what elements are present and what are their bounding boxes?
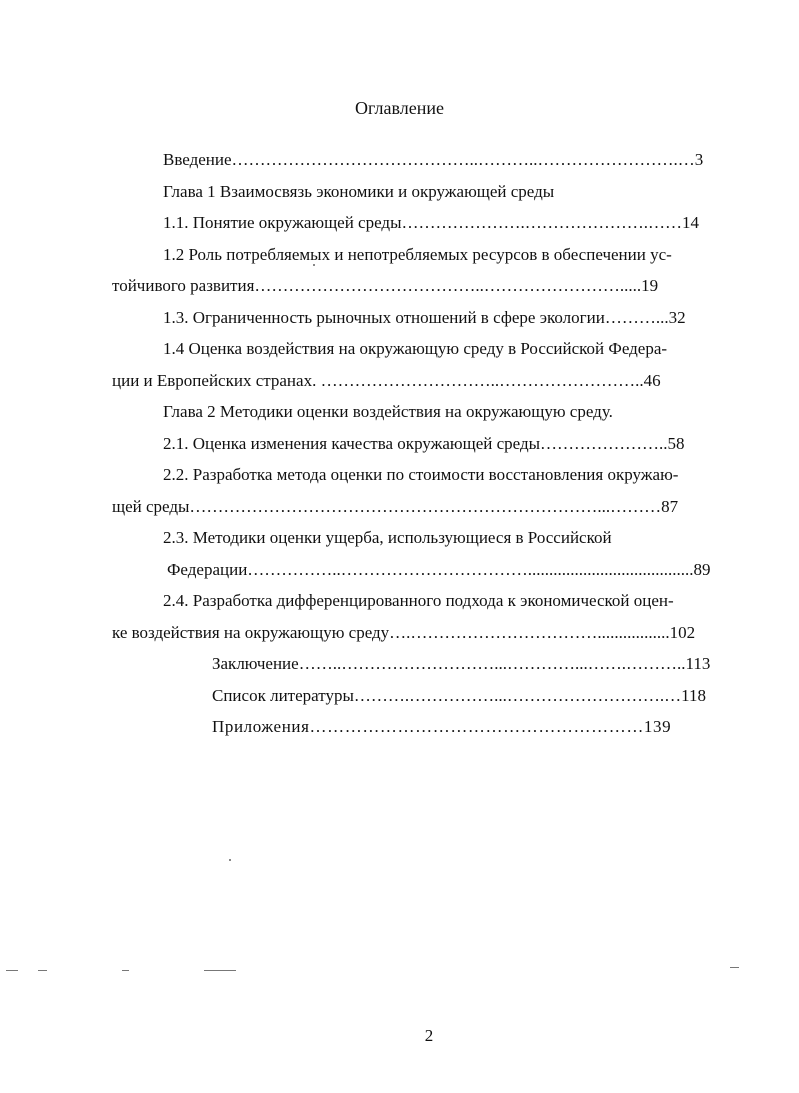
scan-artifact-line — [122, 970, 129, 971]
toc-entry-1-2-line-1: 1.2 Роль потребляемых и непотребляемых ресурсов в обеспечении ус- — [163, 245, 672, 264]
toc-entry-references: Список литературы……….……………...……………………….…118 — [212, 686, 706, 705]
scan-speck — [229, 859, 231, 861]
toc-entry-chapter-2: Глава 2 Методики оценки воздействия на окружающую среду. — [163, 402, 613, 421]
toc-entry-2-1: 2.1. Оценка изменения качества окружающей среды…………………..58 — [163, 434, 685, 453]
toc-entry-2-4-line-1: 2.4. Разработка дифференцированного подхода к экономической оцен- — [163, 591, 674, 610]
toc-entry-2-3-line-1: 2.3. Методики оценки ущерба, использующиеся в Российской — [163, 528, 612, 547]
toc-entry-2-2-line-2: щей среды………………………………………………………………...………87 — [112, 497, 679, 516]
toc-entry-2-3-line-2: Федерации……………..…………………………….......................................89 — [167, 560, 711, 579]
toc-entry-1-1: 1.1. Понятие окружающей среды………………….………………….……14 — [163, 213, 699, 232]
toc-entry-2-4-line-2: ке воздействия на окружающую среду….…………………………….................102 — [112, 623, 696, 642]
scan-speck — [313, 264, 315, 266]
toc-entry-intro: Введение……………………………………..………..…………………….…3 — [163, 150, 704, 169]
page-number: 2 — [424, 1026, 434, 1045]
toc-entry-appendices: Приложения…………………………………………………139 — [212, 717, 672, 736]
toc-entry-2-2-line-1: 2.2. Разработка метода оценки по стоимости восстановления окружаю- — [163, 465, 679, 484]
toc-title: Оглавление — [355, 98, 444, 118]
toc-entry-chapter-1: Глава 1 Взаимосвязь экономики и окружающей среды — [163, 182, 555, 201]
toc-entry-1-4-line-1: 1.4 Оценка воздействия на окружающую среду в Российской Федера- — [163, 339, 668, 358]
scan-artifact-line — [204, 970, 236, 971]
scan-artifact-line — [730, 967, 739, 968]
toc-entry-1-2-line-2: тойчивого развития…………………………………..…………………….....19 — [112, 276, 659, 295]
toc-entry-1-4-line-2: ции и Европейских странах. …………………………..……………………..46 — [112, 371, 661, 390]
toc-entry-1-3: 1.3. Ограниченность рыночных отношений в сфере экологии………...32 — [163, 308, 686, 327]
scan-artifact-line — [6, 970, 18, 971]
toc-entry-conclusion: Заключение……..………………………...…………...…….………..113 — [212, 654, 711, 673]
scan-artifact-line — [38, 970, 47, 971]
